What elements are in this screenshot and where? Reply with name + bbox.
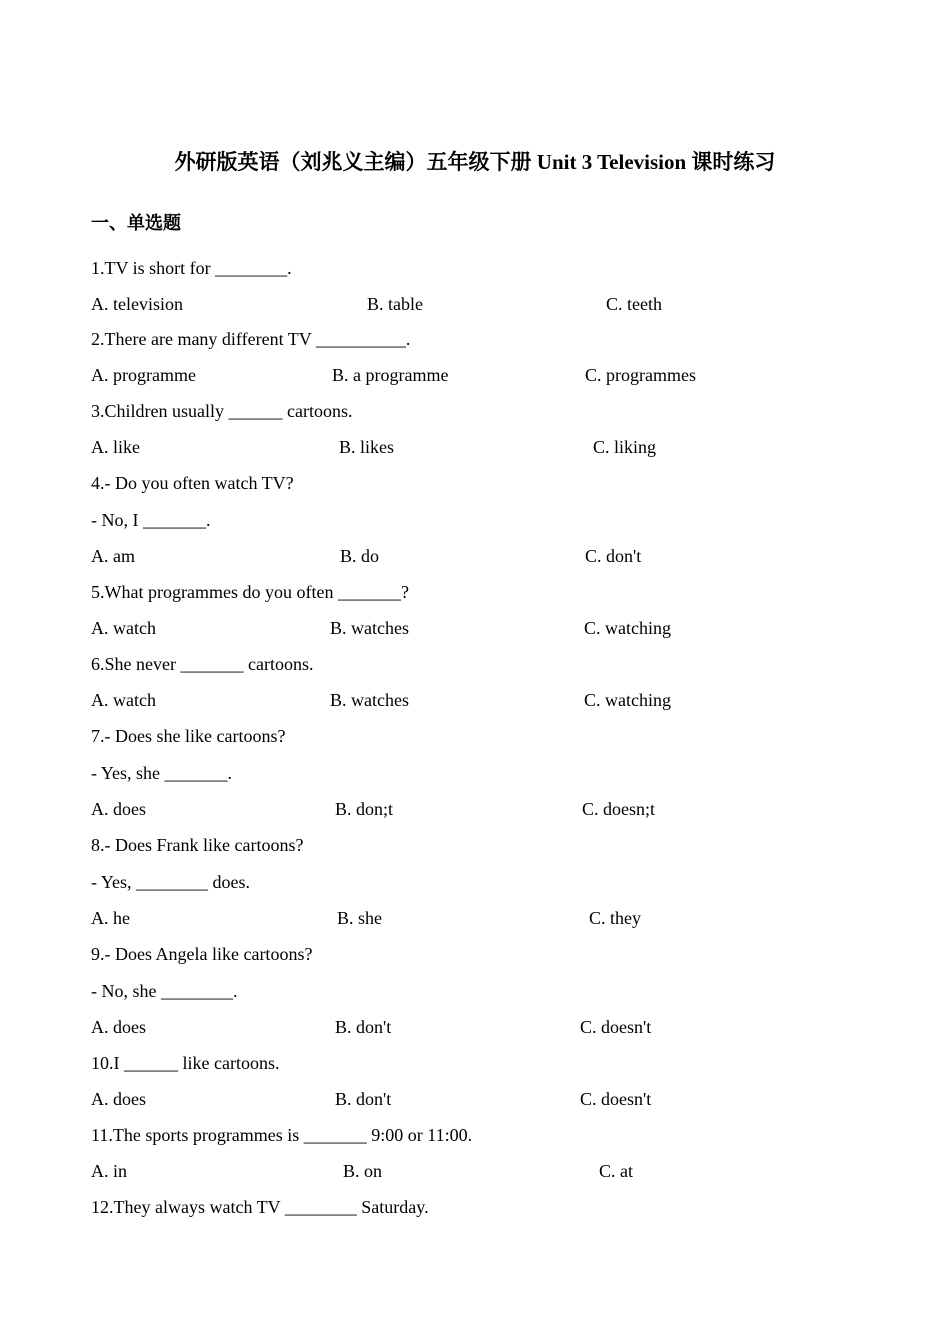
question-7-option-c: C. doesn;t <box>582 799 656 819</box>
question-1-option-c: C. teeth <box>606 294 662 314</box>
question-4-option-b: B. do <box>340 546 380 566</box>
question-8-text-2: - Yes, ________ does. <box>91 872 251 892</box>
question-11-option-b: B. on <box>343 1161 383 1181</box>
question-10-text: 10.I ______ like cartoons. <box>91 1053 280 1073</box>
section-heading: 一、单选题 <box>91 213 181 233</box>
question-11-option-c: C. at <box>599 1161 633 1181</box>
question-10-option-b: B. don't <box>335 1089 392 1109</box>
question-2-option-a: A. programme <box>91 365 196 385</box>
question-11-text: 11.The sports programmes is _______ 9:00 or 11:00. <box>91 1125 473 1145</box>
question-10-option-a: A. does <box>91 1089 146 1109</box>
question-5-option-a: A. watch <box>91 618 156 638</box>
question-8-option-a: A. he <box>91 908 130 928</box>
question-7-text-2: - Yes, she _______. <box>91 763 233 783</box>
question-6-option-a: A. watch <box>91 690 156 710</box>
question-2-text: 2.There are many different TV __________. <box>91 329 411 349</box>
question-9-text: 9.- Does Angela like cartoons? <box>91 944 313 964</box>
question-11-option-a: A. in <box>91 1161 127 1181</box>
question-10-option-c: C. doesn't <box>580 1089 652 1109</box>
question-7-option-b: B. don;t <box>335 799 394 819</box>
question-3-option-b: B. likes <box>339 437 395 457</box>
question-4-option-a: A. am <box>91 546 135 566</box>
question-8-option-c: C. they <box>589 908 641 928</box>
question-6-option-b: B. watches <box>330 690 409 710</box>
question-3-option-a: A. like <box>91 437 140 457</box>
page-title: 外研版英语（刘兆义主编）五年级下册 Unit 3 Television 课时练习 <box>174 150 776 174</box>
question-4-text-2: - No, I _______. <box>91 510 211 530</box>
question-12-text: 12.They always watch TV ________ Saturday. <box>91 1197 429 1217</box>
question-5-text: 5.What programmes do you often _______? <box>91 582 409 602</box>
question-4-text: 4.- Do you often watch TV? <box>91 473 294 493</box>
question-2-option-c: C. programmes <box>585 365 696 385</box>
question-8-text: 8.- Does Frank like cartoons? <box>91 835 304 855</box>
question-9-option-c: C. doesn't <box>580 1017 652 1037</box>
question-1-text: 1.TV is short for ________. <box>91 258 292 278</box>
question-3-option-c: C. liking <box>593 437 657 457</box>
question-2-option-b: B. a programme <box>332 365 449 385</box>
question-6-text: 6.She never _______ cartoons. <box>91 654 314 674</box>
question-7-option-a: A. does <box>91 799 146 819</box>
question-6-option-c: C. watching <box>584 690 671 710</box>
question-7-text: 7.- Does she like cartoons? <box>91 726 286 746</box>
question-9-option-b: B. don't <box>335 1017 392 1037</box>
question-4-option-c: C. don't <box>585 546 642 566</box>
question-5-option-b: B. watches <box>330 618 409 638</box>
question-5-option-c: C. watching <box>584 618 671 638</box>
question-1-option-a: A. television <box>91 294 183 314</box>
question-9-text-2: - No, she ________. <box>91 981 238 1001</box>
question-9-option-a: A. does <box>91 1017 146 1037</box>
question-1-option-b: B. table <box>367 294 423 314</box>
question-8-option-b: B. she <box>337 908 382 928</box>
question-3-text: 3.Children usually ______ cartoons. <box>91 401 353 421</box>
